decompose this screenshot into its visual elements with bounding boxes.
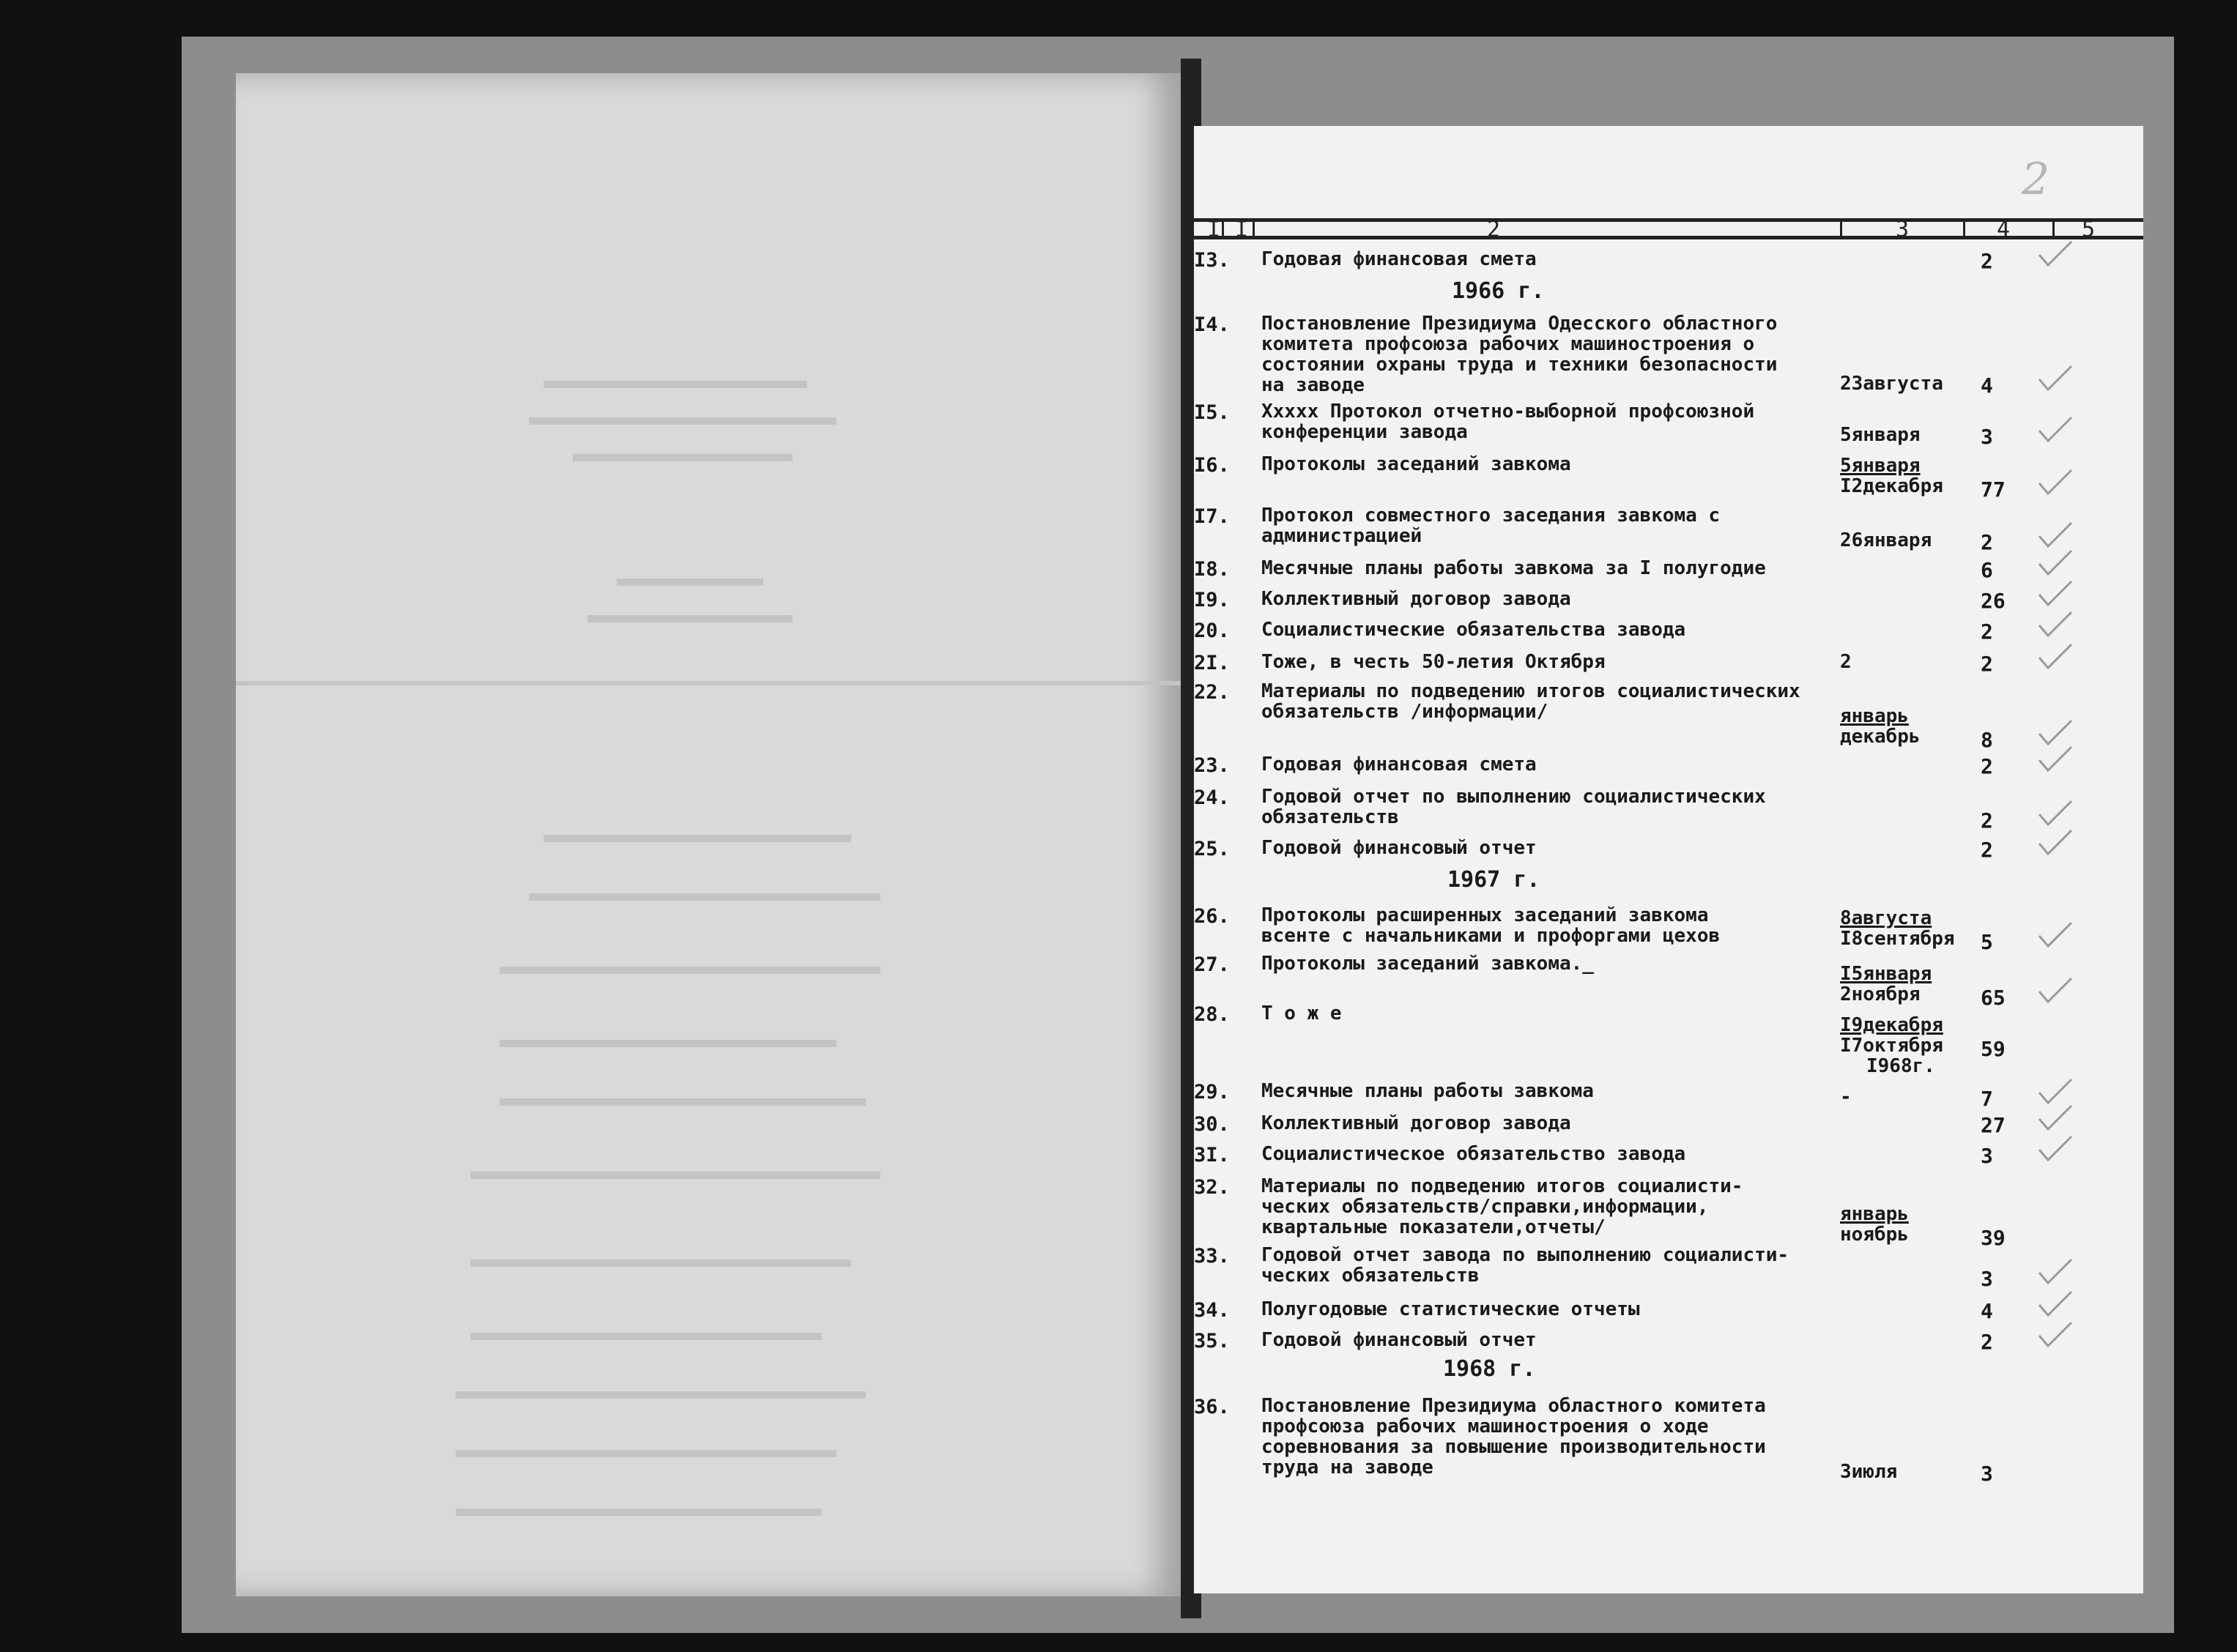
header-separator — [1253, 218, 1255, 239]
row-date1: 23августа — [1840, 373, 1943, 395]
row-number: 24. — [1194, 786, 1230, 809]
header-col-4: 4 — [1997, 217, 2011, 242]
row-title: Ххххх Протокол отчетно-выборной профсоюзной конференции завода — [1261, 401, 1755, 443]
row-number: 3I. — [1194, 1144, 1230, 1167]
row-title: Годовой отчет по выполнению социалистических обязательств — [1261, 786, 1766, 828]
check-mark-icon — [2036, 1076, 2073, 1106]
row-quantity: 4 — [1981, 373, 1993, 398]
row-title: Протоколы заседаний завкома — [1261, 453, 1571, 475]
row-quantity: 2 — [1981, 530, 1993, 554]
row-title: Протоколы заседаний завкома._ — [1261, 953, 1594, 975]
row-number: 30. — [1194, 1113, 1230, 1136]
row-quantity: 59 — [1981, 1037, 2006, 1061]
check-mark-icon — [2036, 239, 2073, 268]
row-title: Коллективный договор завода — [1261, 588, 1571, 610]
row-title: Месячные планы работы завкома — [1261, 1080, 1594, 1102]
row-title: Материалы по подведению итогов социалисти- ческих обязательств/справки,информации, квартальные показатели,отчеты/ — [1261, 1175, 1743, 1238]
check-mark-icon — [2036, 798, 2073, 827]
row-dates — [1840, 1015, 1979, 1076]
row-dates — [1840, 706, 1979, 747]
check-mark-icon — [2036, 744, 2073, 773]
header-separator — [1222, 218, 1224, 239]
row-number: 33. — [1194, 1245, 1230, 1268]
row-date2: I7октября — [1840, 1035, 1943, 1057]
row-number: 32. — [1194, 1176, 1230, 1199]
header-separator — [2052, 218, 2055, 239]
row-quantity: 2 — [1981, 808, 1993, 833]
row-number: 27. — [1194, 953, 1230, 976]
row-date1: I5января — [1840, 963, 1932, 985]
row-title: Годовой финансовый отчет — [1261, 1329, 1537, 1351]
row-date1: январь — [1840, 705, 1909, 727]
row-quantity: 2 — [1981, 652, 1993, 676]
row-number: I7. — [1194, 505, 1230, 528]
row-quantity: 39 — [1981, 1226, 2006, 1250]
row-date2: ноябрь — [1840, 1224, 1909, 1246]
row-number: 22. — [1194, 681, 1230, 704]
row-dates — [1840, 908, 1979, 949]
row-title: Протоколы расширенных заседаний завкома всенте с начальниками и профоргами цехов — [1261, 904, 1721, 947]
row-date3: I968г. — [1866, 1055, 1935, 1077]
year-heading-1966: 1966 г. — [1452, 278, 1545, 304]
row-dates — [1840, 1462, 1979, 1482]
row-number: 34. — [1194, 1299, 1230, 1322]
row-dates — [1840, 455, 1979, 496]
row-quantity: 26 — [1981, 589, 2006, 613]
row-dates — [1840, 1087, 1979, 1107]
row-title: Годовой финансовый отчет — [1261, 837, 1537, 859]
check-mark-icon — [2036, 1257, 2073, 1286]
row-number: I9. — [1194, 589, 1230, 611]
row-title: Постановление Президиума Одесского областного комитета профсоюза рабочих машиностроения о состоянии охраны труда и техники безопасности на заводе — [1261, 313, 1778, 396]
row-number: I8. — [1194, 558, 1230, 581]
row-quantity: 2 — [1981, 1330, 1993, 1354]
row-date2: I2декабря — [1840, 475, 1943, 497]
row-number: I3. — [1194, 249, 1230, 272]
row-dates — [1840, 373, 1979, 394]
row-date1: I9декабря — [1840, 1014, 1943, 1036]
check-mark-icon — [2036, 609, 2073, 639]
row-number: 23. — [1194, 754, 1230, 777]
check-mark-icon — [2036, 548, 2073, 577]
row-date1: 8августа — [1840, 907, 1932, 929]
row-date1: 5января — [1840, 455, 1921, 477]
row-title: Годовая финансовая смета — [1261, 248, 1537, 270]
row-title: Т о ж е — [1261, 1002, 1342, 1024]
row-number: 25. — [1194, 838, 1230, 860]
row-number: 29. — [1194, 1081, 1230, 1104]
row-title: Тоже, в честь 50-летия Октября — [1261, 651, 1606, 673]
row-title: Месячные планы работы завкома за I полугодие — [1261, 557, 1766, 579]
row-quantity: 65 — [1981, 986, 2006, 1010]
row-quantity: 77 — [1981, 477, 2006, 502]
check-mark-icon — [2036, 1289, 2073, 1318]
check-mark-icon — [2036, 920, 2073, 949]
row-title: Полугодовые статистические отчеты — [1261, 1298, 1640, 1320]
header-separator — [1963, 218, 1965, 239]
row-quantity: 2 — [1981, 838, 1993, 862]
row-dates — [1840, 652, 1979, 672]
row-title: Годовой отчет завода по выполнению социалисти- ческих обязательств — [1261, 1244, 1789, 1287]
row-date1: - — [1840, 1086, 1852, 1108]
row-number: 2I. — [1194, 652, 1230, 674]
row-number: 35. — [1194, 1330, 1230, 1353]
row-dates — [1840, 964, 1979, 1005]
row-quantity: 3 — [1981, 1144, 1993, 1168]
check-mark-icon — [2036, 363, 2073, 392]
row-quantity: 3 — [1981, 1267, 1993, 1291]
row-quantity: 3 — [1981, 1462, 1993, 1486]
row-date2: декабрь — [1840, 726, 1921, 748]
row-number: I4. — [1194, 313, 1230, 336]
row-date2: I8сентября — [1840, 928, 1955, 950]
header-col-1: I — [1207, 217, 1221, 242]
row-number: I6. — [1194, 454, 1230, 477]
year-heading-1968: 1968 г. — [1443, 1356, 1536, 1382]
check-mark-icon — [2036, 718, 2073, 747]
row-quantity: 4 — [1981, 1299, 1993, 1323]
check-mark-icon — [2036, 467, 2073, 496]
header-col-5: 5 — [2082, 217, 2096, 242]
row-title: Постановление Президиума областного комитета профсоюза рабочих машиностроения о ходе соревнования за повышение производительности труда на заводе — [1261, 1395, 1766, 1478]
header-col-1b: I — [1235, 217, 1249, 242]
row-title: Социалистические обязательства завода — [1261, 619, 1686, 641]
header-col-2: 2 — [1487, 217, 1501, 242]
row-date1: 5января — [1840, 424, 1921, 446]
check-mark-icon — [2036, 1320, 2073, 1349]
row-quantity: 6 — [1981, 558, 1993, 582]
row-dates — [1840, 425, 1979, 445]
page-number-mark: 2 — [2022, 154, 2050, 205]
row-title: Протокол совместного заседания завкома с администрацией — [1261, 505, 1721, 547]
check-mark-icon — [2036, 1134, 2073, 1163]
row-date2: 2ноября — [1840, 983, 1921, 1005]
row-date1: 3июля — [1840, 1461, 1898, 1483]
row-quantity: 8 — [1981, 728, 1993, 752]
row-number: 20. — [1194, 620, 1230, 642]
row-quantity: 3 — [1981, 425, 1993, 449]
check-mark-icon — [2036, 641, 2073, 671]
row-quantity: 2 — [1981, 754, 1993, 778]
row-date1: 26января — [1840, 529, 1932, 551]
header-col-3: 3 — [1896, 217, 1910, 242]
year-heading-1967: 1967 г. — [1447, 867, 1540, 893]
row-title: Коллективный договор завода — [1261, 1112, 1571, 1134]
row-dates — [1840, 530, 1979, 551]
row-quantity: 27 — [1981, 1113, 2006, 1137]
row-number: 26. — [1194, 905, 1230, 928]
row-title: Социалистическое обязательство завода — [1261, 1143, 1686, 1165]
row-date1: 2 — [1840, 651, 1852, 673]
row-quantity: 5 — [1981, 930, 1993, 954]
check-mark-icon — [2036, 827, 2073, 857]
row-title: Материалы по подведению итогов социалистических обязательств /информации/ — [1261, 680, 1800, 723]
row-number: 28. — [1194, 1003, 1230, 1026]
row-number: 36. — [1194, 1396, 1230, 1418]
check-mark-icon — [2036, 975, 2073, 1005]
row-quantity: 7 — [1981, 1087, 1993, 1111]
row-date1: январь — [1840, 1203, 1909, 1225]
row-quantity: 2 — [1981, 620, 1993, 644]
check-mark-icon — [2036, 520, 2073, 549]
check-mark-icon — [2036, 1103, 2073, 1132]
row-number: I5. — [1194, 401, 1230, 424]
check-mark-icon — [2036, 578, 2073, 608]
left-page-blank — [236, 73, 1181, 1596]
check-mark-icon — [2036, 414, 2073, 444]
row-title: Годовая финансовая смета — [1261, 754, 1537, 775]
bleed-through-texture — [236, 73, 1181, 1596]
row-quantity: 2 — [1981, 249, 1993, 273]
header-separator — [1840, 218, 1842, 239]
row-dates — [1840, 1204, 1979, 1245]
